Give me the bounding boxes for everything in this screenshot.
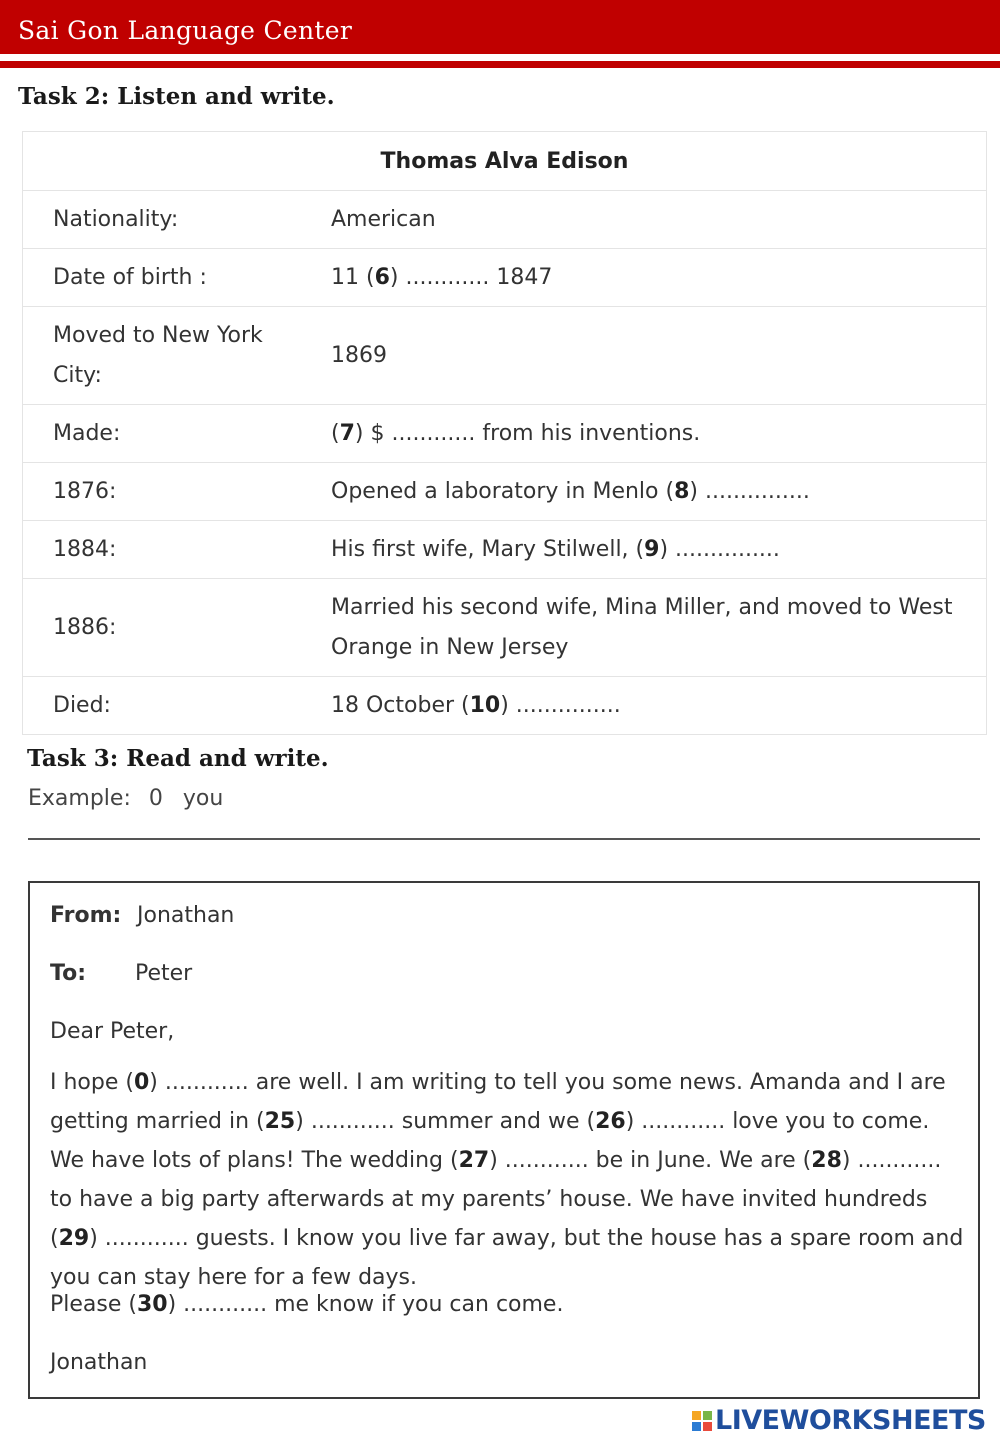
body-text: I hope ( <box>50 1070 134 1095</box>
value-text: His first wife, Mary Stilwell, ( <box>331 536 645 562</box>
body-text: ) ............ guests. I know you live far away, but the house has a spare room and you can stay here for a few days. <box>50 1226 964 1290</box>
table-row <box>23 462 986 520</box>
example-label: Example: <box>28 786 131 811</box>
to-label: To: <box>50 961 86 986</box>
table-title-row <box>23 132 986 190</box>
row-value <box>331 336 986 376</box>
body-text: ) ............ love you to come. We have lots of plans! The wedding ( <box>50 1109 930 1173</box>
edison-table <box>22 131 987 735</box>
row-value <box>331 200 986 240</box>
gap-number: 6 <box>374 264 390 290</box>
row-label-line: Moved to New York <box>53 322 263 348</box>
liveworksheets-logo <box>692 1405 986 1436</box>
value-text: Opened a laboratory in Menlo ( <box>331 478 675 504</box>
letter-signature: Jonathan <box>50 1350 148 1375</box>
example-number: 0 <box>148 786 163 811</box>
gap-number: 8 <box>674 478 690 504</box>
table-row <box>23 306 986 404</box>
gap-number: 26 <box>595 1109 626 1134</box>
logo-square <box>692 1422 701 1431</box>
from-line <box>50 903 234 928</box>
example-answer: you <box>182 786 224 811</box>
gap-number: 9 <box>644 536 660 562</box>
value-text: ) ............... <box>689 478 810 504</box>
row-label: Made: <box>53 420 121 446</box>
liveworksheets-icon <box>692 1411 712 1431</box>
table-row <box>23 248 986 306</box>
row-value <box>331 472 986 512</box>
row-value-line: Married his second wife, Mina Miller, and moved to West <box>331 594 953 620</box>
table-row <box>23 190 986 248</box>
row-value <box>331 258 986 298</box>
closing-pre: Please ( <box>50 1292 137 1317</box>
divider <box>28 838 980 840</box>
row-value-line: Orange in New Jersey <box>331 634 569 660</box>
row-value <box>331 414 986 454</box>
table-row <box>23 404 986 462</box>
row-label-line: City: <box>53 362 102 388</box>
liveworksheets-logo-text: LIVEWORKSHEETS <box>715 1405 986 1436</box>
row-value <box>331 530 986 570</box>
task3-heading: Task 3: Read and write. <box>27 745 329 772</box>
example-line <box>28 786 223 811</box>
logo-square <box>703 1422 712 1431</box>
table-row <box>23 676 986 734</box>
row-value-line: American <box>331 206 436 232</box>
row-label: 1884: <box>53 536 117 562</box>
gap-number: 25 <box>264 1109 296 1134</box>
email-letter-box <box>28 881 980 1399</box>
row-label <box>23 316 331 396</box>
from-label: From: <box>50 903 122 928</box>
letter-closing <box>50 1292 563 1317</box>
from-value: Jonathan <box>137 903 235 928</box>
gap-number: 7 <box>339 420 355 446</box>
row-value <box>331 588 986 668</box>
row-label: Date of birth : <box>53 264 207 290</box>
row-value-line: 1869 <box>331 342 387 368</box>
value-text: ) $ ............ from his inventions. <box>354 420 701 446</box>
value-text: ) ............... <box>659 536 780 562</box>
table-title: Thomas Alva Edison <box>380 148 629 174</box>
row-value <box>331 686 986 726</box>
gap-number: 28 <box>811 1148 842 1173</box>
letter-body <box>50 1063 970 1297</box>
value-text: 11 ( <box>331 264 375 290</box>
value-text: ) ............ 1847 <box>389 264 553 290</box>
row-label: Died: <box>53 692 111 718</box>
body-text: ) ............ summer and we ( <box>295 1109 596 1134</box>
table-row <box>23 578 986 676</box>
header-title: Sai Gon Language Center <box>18 16 353 45</box>
row-label: Nationality: <box>53 206 179 232</box>
closing-post: ) ............ me know if you can come. <box>167 1292 564 1317</box>
gap-number: 0 <box>133 1070 150 1095</box>
row-label: 1886: <box>53 614 117 640</box>
value-text: ( <box>331 420 340 446</box>
value-text: ) ............... <box>500 692 621 718</box>
table-row <box>23 520 986 578</box>
body-text: ) ............ be in June. We are ( <box>489 1148 812 1173</box>
gap-number: 29 <box>58 1226 90 1251</box>
body-text: ) ............ are well. I am writing to tell you some news. Amanda and I are getting married in ( <box>50 1070 946 1134</box>
logo-square <box>692 1411 701 1420</box>
logo-square <box>703 1411 712 1420</box>
gap-number: 30 <box>136 1292 168 1317</box>
header-underline <box>0 61 1000 68</box>
gap-number: 27 <box>458 1148 490 1173</box>
to-line <box>50 961 192 986</box>
gap-number: 10 <box>469 692 501 718</box>
value-text: 18 October ( <box>331 692 470 718</box>
row-label: 1876: <box>53 478 117 504</box>
letter-greeting: Dear Peter, <box>50 1019 175 1044</box>
to-value: Peter <box>135 961 193 986</box>
task2-heading: Task 2: Listen and write. <box>18 83 335 110</box>
body-text: ) ............ to have a big party afterwards at my parents’ house. We have invited hundreds ( <box>50 1148 942 1251</box>
